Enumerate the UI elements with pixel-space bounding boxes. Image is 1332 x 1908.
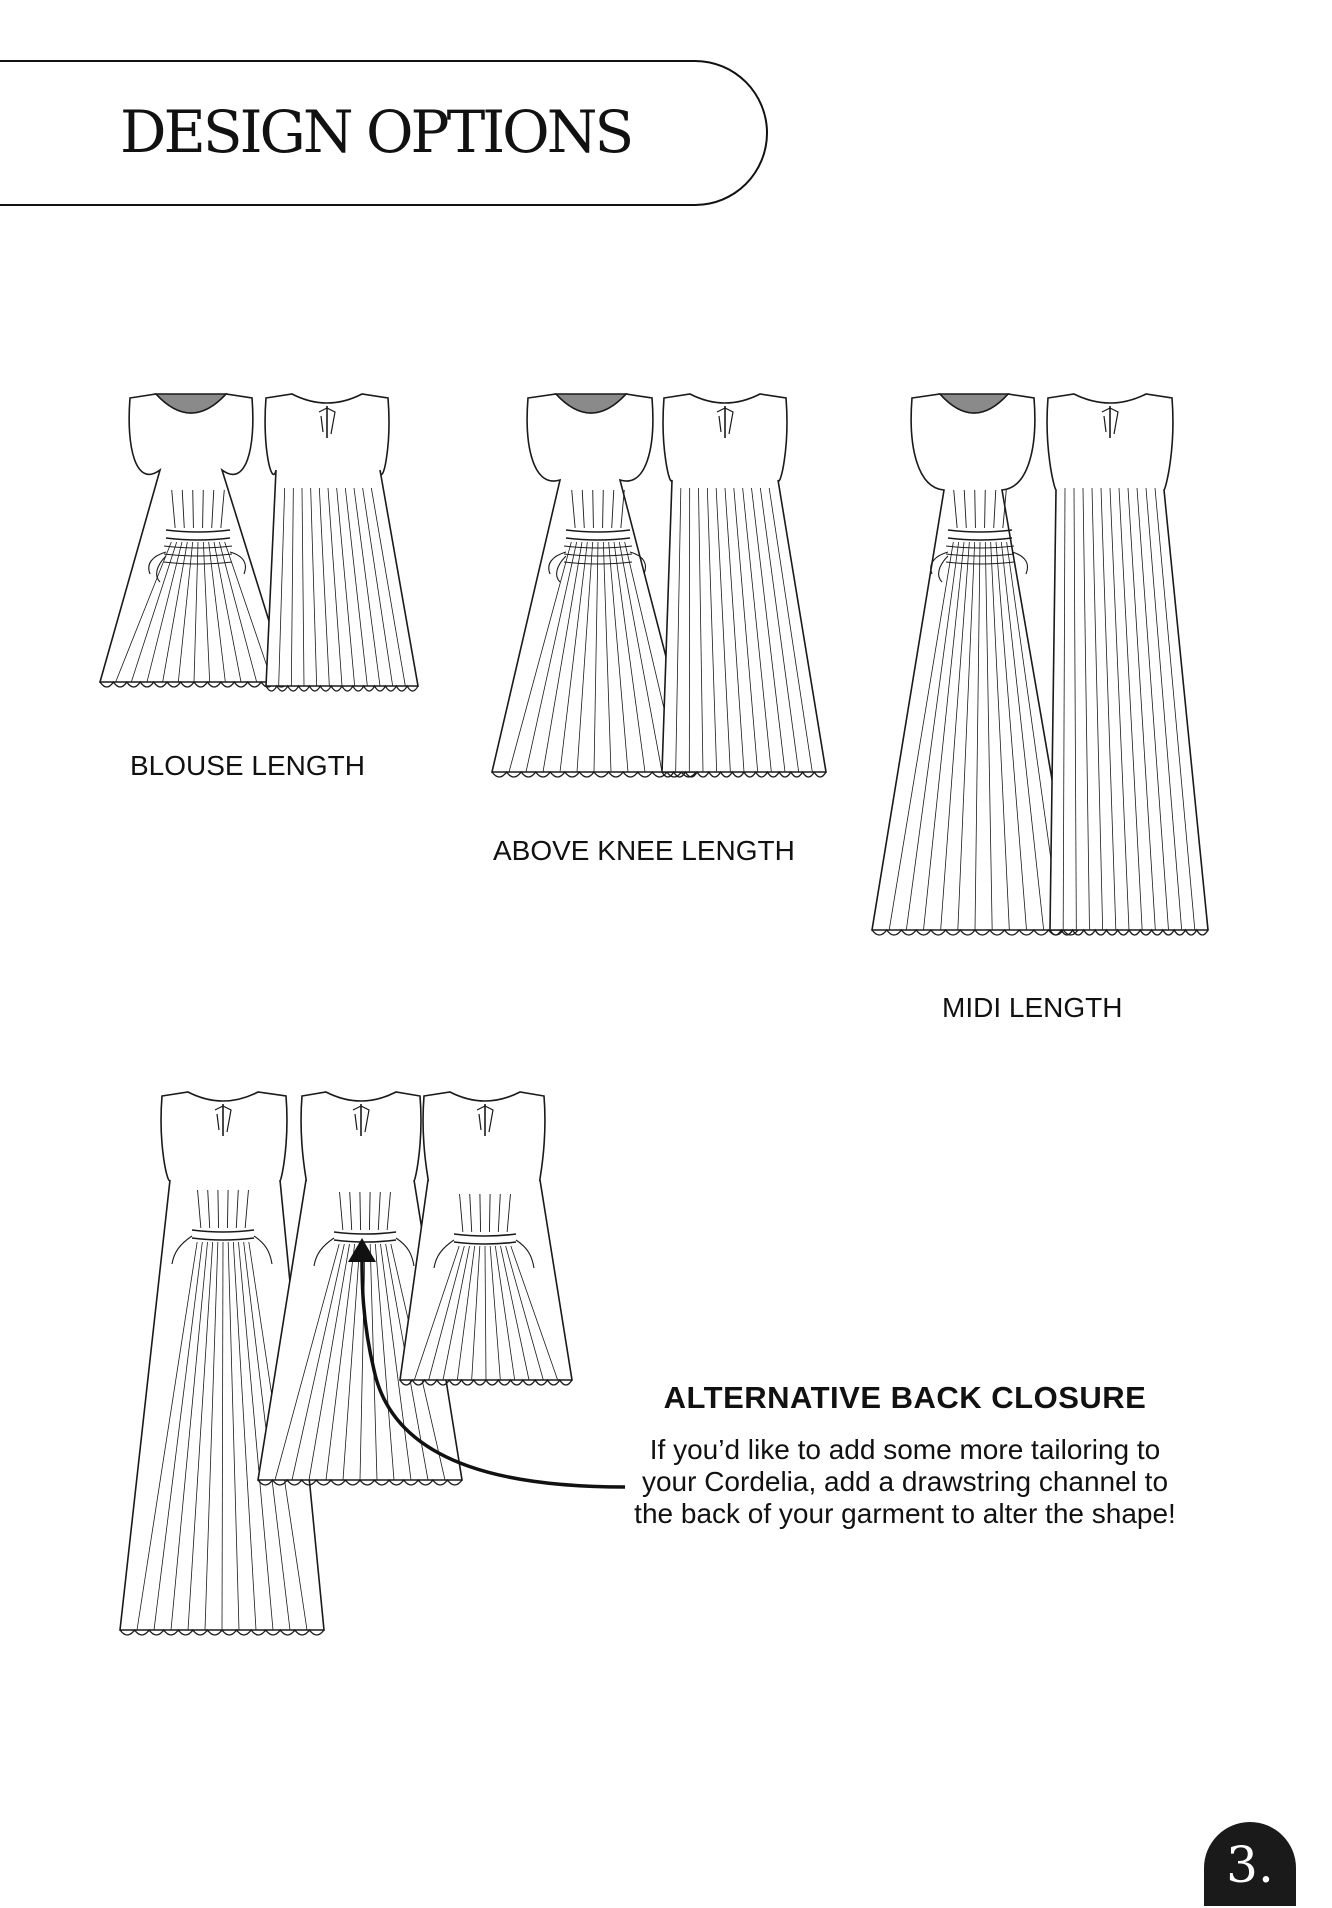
- blouse-back-drawing: [265, 394, 418, 691]
- alternative-closure-title: ALTERNATIVE BACK CLOSURE: [663, 1380, 1147, 1415]
- midi-back-drawing: [1047, 394, 1208, 935]
- page-number-badge: 3.: [1204, 1822, 1296, 1906]
- blouse-front-drawing: [100, 394, 288, 687]
- above-knee-length-label: ABOVE KNEE LENGTH: [493, 835, 795, 866]
- midi-length-label: MIDI LENGTH: [942, 992, 1123, 1023]
- midi-front-drawing: [872, 394, 1078, 935]
- alternative-closure-text: If you’d like to add some more tailoring to your Cordelia, add a drawstring channel to the back of your garment to alter the shape!: [634, 1434, 1176, 1529]
- blouse-length-label: BLOUSE LENGTH: [130, 750, 365, 781]
- page-title: DESIGN OPTIONS: [120, 98, 632, 166]
- above-knee-back-drawing: [662, 394, 826, 777]
- alt-blouse-back-drawing: [400, 1092, 572, 1385]
